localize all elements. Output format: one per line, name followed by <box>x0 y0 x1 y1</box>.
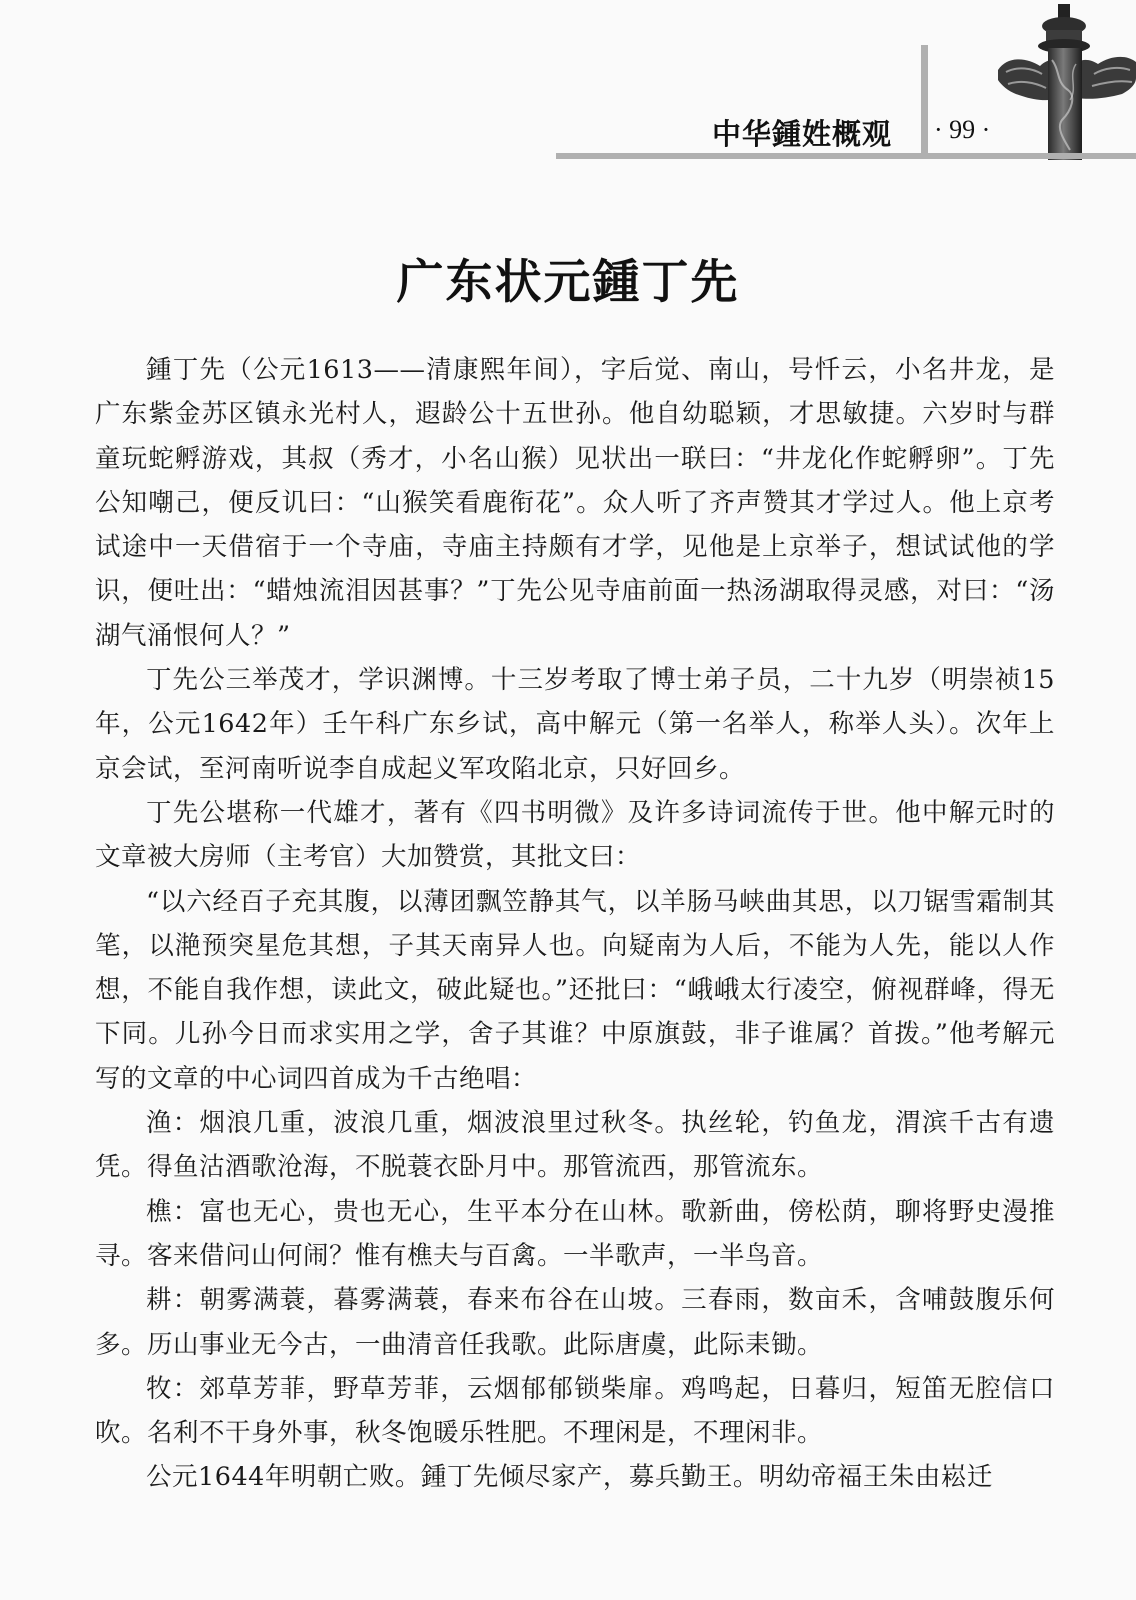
poem-fisherman: 渔：烟浪几重，波浪几重，烟波浪里过秋冬。执丝轮，钓鱼龙，渭滨千古有遗凭。得鱼沽酒歌沧海，不脱蓑衣卧月中。那管流西，那管流东。 <box>95 1108 1055 1183</box>
paragraph: 公元1644年明朝亡败。鍾丁先倾尽家产，募兵勤王。明幼帝福王朱由崧迁 <box>146 1462 993 1493</box>
page-number: · 99 · <box>934 115 991 144</box>
running-head-book-title: 中华鍾姓概观 <box>712 117 893 151</box>
article-title: 广东状元鍾丁先 <box>396 255 740 310</box>
paragraph: 鍾丁先（公元1613——清康熙年间），字后觉、南山，号忏云，小名井龙，是广东紫金苏区镇永光村人，遐龄公十五世孙。他自幼聪颖，才思敏捷。六岁时与群童玩蛇孵游戏，其叔（秀才，小名山猴）见状出一联曰：“井龙化作蛇孵卵”。丁先公知嘲己，便反讥曰：“山猴笑看鹿衔花”。众人听了齐声赞其才学过人。他上京考试途中一天借宿于一个寺庙，寺庙主持颇有才学，见他是上京举子，想试试他的学识，便吐出：“蜡烛流泪因甚事？”丁先公见寺庙前面一热汤湖取得灵感，对曰：“汤湖气涌恨何人？” <box>95 355 1055 651</box>
poem-herder: 牧：郊草芳菲，野草芳菲，云烟郁郁锁柴扉。鸡鸣起，日暮归，短笛无腔信口吹。名利不干身外事，秋冬饱暖乐牲肥。不理闲是，不理闲非。 <box>95 1373 1055 1449</box>
poem-woodcutter: 樵：富也无心，贵也无心，生平本分在山林。歌新曲，傍松荫，聊将野史漫推寻。客来借问山何闹？惟有樵夫与百禽。一半歌声，一半鸟音。 <box>95 1196 1055 1271</box>
huabiao-pillar-illustration <box>998 0 1136 160</box>
paragraph: 丁先公堪称一代雄才，著有《四书明微》及许多诗词流传于世。他中解元时的文章被大房师（主考官）大加赞赏，其批文曰： <box>95 797 1055 873</box>
header-horizontal-rule <box>556 153 1136 159</box>
paragraph: 丁先公三举茂才，学识渊博。十三岁考取了博士弟子员，二十九岁（明崇祯15年，公元1642年）壬午科广东乡试，高中解元（第一名举人，称举人头）。次年上京会试，至河南听说李自成起义军攻陷北京，只好回乡。 <box>95 665 1055 784</box>
header-vertical-rule <box>921 45 928 158</box>
poem-farmer: 耕：朝雾满蓑，暮雾满蓑，春来布谷在山坡。三春雨，数亩禾，含哺鼓腹乐何多。历山事业无今古，一曲清音任我歌。此际唐虞，此际耒锄。 <box>95 1285 1055 1360</box>
article-body <box>95 348 1055 1500</box>
quoted-paragraph: “以六经百子充其腹，以薄团飘笠静其气，以羊肠马峡曲其思，以刀锯雪霜制其笔，以滟预突星危其想，子其天南异人也。向疑南为人后，不能为人先，能以人作想，不能自我作想，读此文，破此疑也。”还批曰：“峨峨太行凌空，俯视群峰，得无下同。儿孙今日而求实用之学，舍子其谁？中原旗鼓，非子谁属？首拨。”他考解元写的文章的中心词四首成为千古绝唱： <box>95 886 1055 1094</box>
